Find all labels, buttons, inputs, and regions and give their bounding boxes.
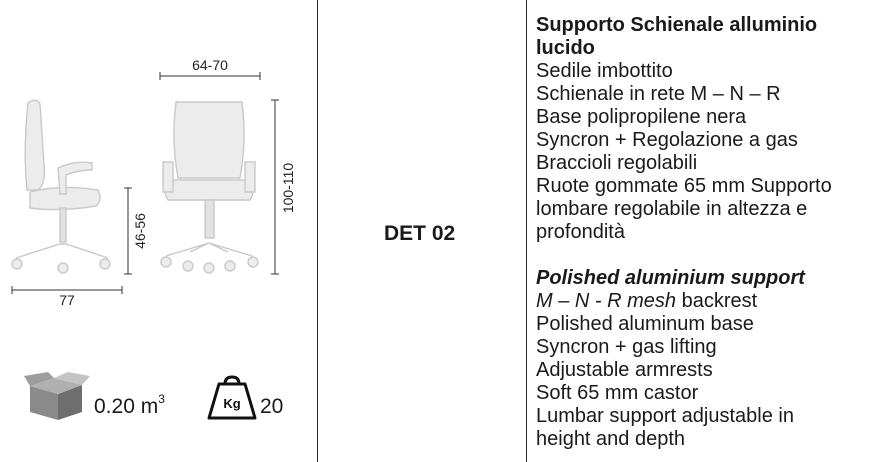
chair-technical-drawing	[0, 0, 317, 330]
section-gap	[536, 244, 876, 267]
italian-title-line-1: Supporto Schienale alluminio	[536, 14, 818, 36]
english-line: Lumbar support adjustable in	[536, 405, 794, 427]
italian-title-line-2: lucido	[536, 37, 595, 59]
english-line: Syncron + gas lifting	[536, 336, 717, 358]
english-line: height and depth	[536, 428, 686, 450]
box-icon	[22, 372, 92, 422]
package-volume	[94, 392, 165, 419]
english-title: Polished aluminium support	[536, 267, 805, 289]
italian-line: Braccioli regolabili	[536, 152, 698, 174]
italian-line: profondità	[536, 221, 625, 243]
italian-line: Ruote gommate 65 mm Supporto	[536, 175, 832, 197]
italian-line: lombare regolabile in altezza e	[536, 198, 808, 220]
italian-line: Sedile imbottito	[536, 60, 673, 82]
column-divider-left	[317, 0, 318, 462]
chair-side-view	[12, 100, 110, 273]
product-description	[536, 14, 876, 451]
weight-icon	[206, 375, 258, 421]
package-weight: 20	[260, 395, 284, 418]
english-line: Polished aluminum base	[536, 313, 754, 335]
backrest-text: backrest	[676, 290, 758, 312]
dim-width-label: 64-70	[192, 57, 228, 73]
volume-exponent: 3	[158, 392, 165, 406]
weight-unit-label: Kg	[223, 396, 241, 411]
english-line: Adjustable armrests	[536, 359, 713, 381]
column-divider-right	[526, 0, 527, 462]
english-backrest-line	[536, 290, 876, 313]
dim-height-label: 100-110	[280, 162, 296, 214]
dim-seat-height-label: 46-56	[132, 213, 148, 249]
backrest-mesh-italic: M – N - R mesh	[536, 290, 677, 312]
italian-line: Base polipropilene nera	[536, 106, 747, 128]
italian-line: Syncron + Regolazione a gas	[536, 129, 798, 151]
dim-depth-label: 77	[59, 292, 75, 308]
volume-value: 0.20 m	[94, 395, 159, 418]
italian-line: Schienale in rete M – N – R	[536, 83, 781, 105]
english-line: Soft 65 mm castor	[536, 382, 699, 404]
chair-front-view	[161, 102, 258, 273]
model-code: DET 02	[384, 222, 456, 245]
